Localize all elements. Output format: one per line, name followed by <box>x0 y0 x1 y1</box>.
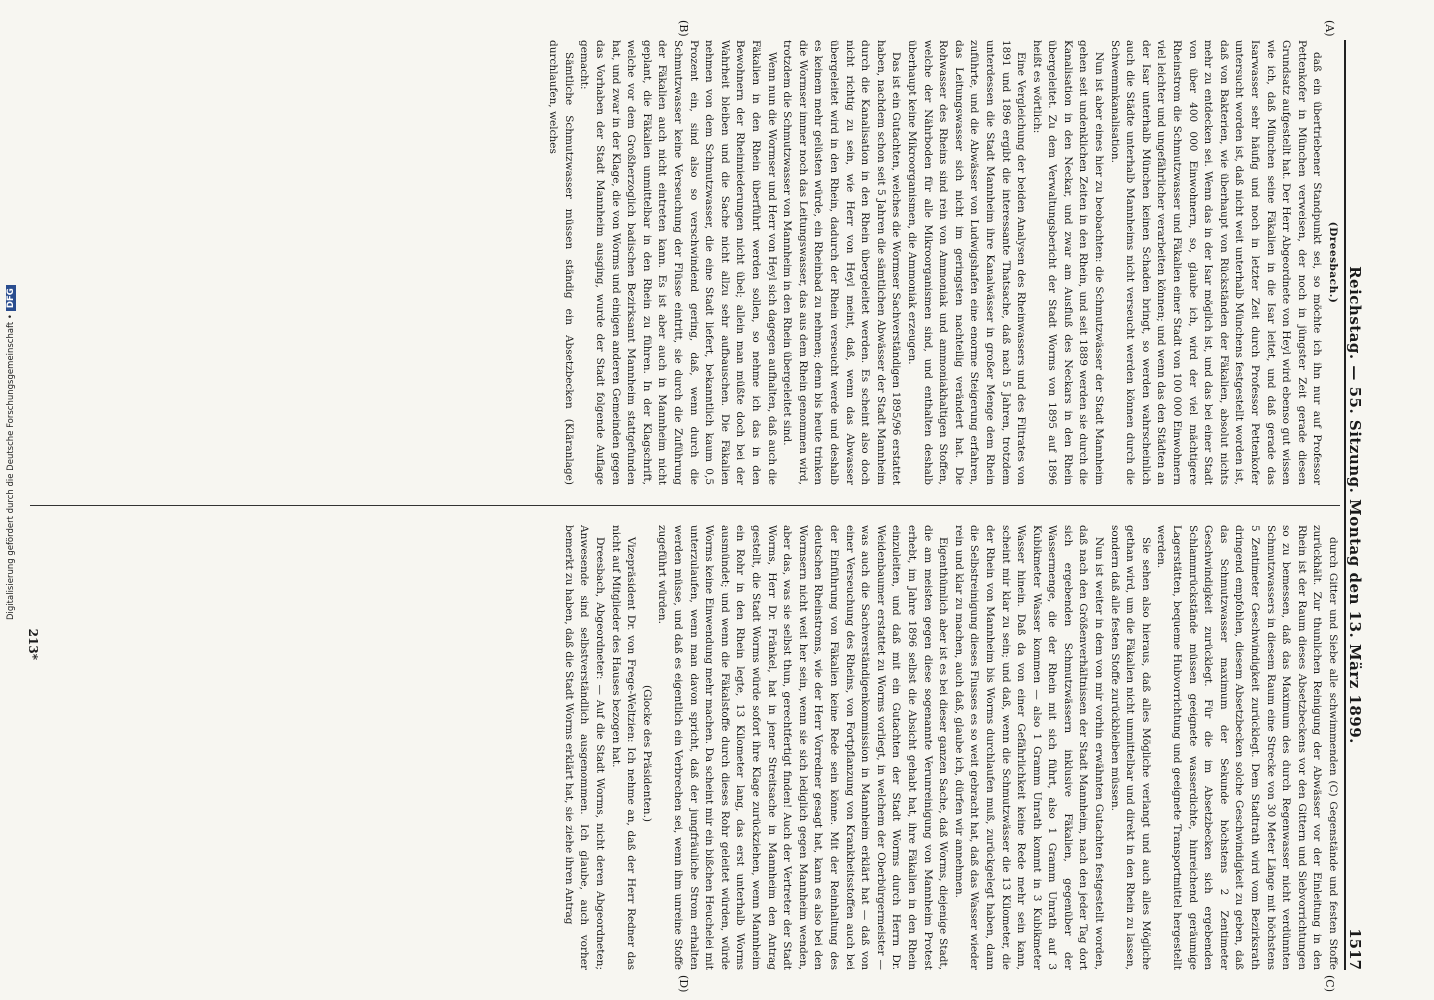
marker-c: (C) <box>1323 975 1336 992</box>
paragraph: Vizepräsident Dr. von Frege-Weltzien: Ich nehme an, daß der Herr Redner das nicht auf Mitglieder des Hauses bezogen hat. <box>609 525 638 970</box>
column-divider <box>30 505 1340 506</box>
paragraph: daß ein übertriebener Standpunkt sei, so möchte ich ihn nur auf Professor Pettenkofer in München verweisen, der noch in jüngster Zeit gerade diesen Grundsatz aufgestellt hat. Der Herr Abgeordnete von Heyl wird ebenso gut wissen wie ich, daß München seine Fäkalien in die Isar leitet, und daß gerade das Isarwasser sehr häufig und noch in letzter Zeit durch Professor Pettenkofer untersucht worden ist, daß nicht weit unterhalb Münchens festgestellt worden ist, daß von Bakterien, wie überhaupt von Rückständen der Fäkalien, absolut nichts mehr zu entdecken sei. Wenn das in der Isar möglich ist, und das bei einer Stadt von über 400 000 Einwohnern, so, glaube ich, wird der viel mächtigere Rheinstrom die Schmutzwasser und Fäkalien einer Stadt von 100 000 Einwohnern viel leichter und ungefährlicher verarbeiten können; und wenn das den Städten an der Isar unterhalb München keinen Schaden bringt, so werden wahrscheinlich auch die Städte unterhalb Mannheims nicht verseucht werden können durch die Schwemmkanalisation. <box>1108 40 1324 485</box>
quote-paragraph: Eine Vergleichung der beiden Analysen des Rheinwassers und des Filtrates von 1891 und 1896 ergibt die interessante Thatsache, daß nach 5 Jahren, trotzdem unterdessen die Stadt Mannheim ihre Kanalwässer in großer Menge dem Rhein zuführte, und die Abwässer von Ludwigshafen eine enorme Steigerung erfahren, das Leitungswasser sich nicht im geringsten nachteilig verändert hat. Die Rohwasser des Rheins sind rein von Ammoniak und ammoniakhaltigen Stoffen, welche der Nährboden für alle Mikroorganismen sind, und enthalten deshalb überhaupt keine Mikroorganismen, die Ammoniak erzeugen. <box>905 40 1028 485</box>
paragraph: Das ist ein Gutachten, welches die Wormser Sachverständigen 1895/96 erstattet haben, nachdem schon seit 5 Jahren die sämtlichen Abwässer der Stadt Mannheim durch die Kanalisation in den Rhein übergeleitet werden. Es scheint also doch nicht richtig zu sein, wie Herr von Heyl meint, daß, wenn das Abwasser übergeleitet wird in den Rhein, dadurch der Rhein verseucht werde und deshalb es keinem mehr gelüsten würde, ein Rheinbad zu nehmen; denn bis heute trinken die Wormser immer noch das Leitungswasser, das aus dem Rhein genommen wird, trotzdem die Schmutzwasser von Mannheim in den Rhein übergeleitet sind. <box>781 40 903 485</box>
signature-mark: 213* <box>26 628 40 660</box>
header-title: Reichstag. — 55. Sitzung. Montag den 13. März 1899. <box>1346 266 1364 744</box>
marker-d: (D) <box>677 975 690 993</box>
paragraph: Dreesbach, Abgeordneter: — Auf die Stadt Worms, nicht deren Abgeordneten; Anwesende sind selbstverständlich ausgenommen. Ich glaube, auch vorher bemerkt zu haben, daß die Stadt Worms erklärt hat, sie ziehe ihren Antrag <box>562 525 607 970</box>
paragraph: Sie sehen also hieraus, daß alles Mögliche verlangt und auch alles Mögliche gethan wird, um die Fäkalien nicht unmittelbar und direkt in den Rhein zu lassen, sondern daß alle festen Stoffe zurückbleiben müssen. <box>1108 525 1152 970</box>
header-page-number: 1517 <box>1346 928 1364 970</box>
marker-a: (A) <box>1323 20 1336 37</box>
watermark-text: Digitalisierung gefördert durch die Deutsche Forschungsgemeinschaft • <box>6 314 16 620</box>
right-column <box>560 525 1340 970</box>
paragraph: Wenn nun die Wormser und Herr von Heyl sich dagegen aufhalten, daß auch die Fäkalien in den Rhein überführt werden sollen, so nehme ich das in den Bewohnern der Rheinniederungen nicht übel; allein man müßte doch bei der Wahrheit bleiben und die Sache nicht allzu sehr aufbauschen. Die Fäkalien nehmen von dem Schmutzwasser, die eine Stadt liefert, bekanntlich kaum 0,5 Prozent ein, sind also so verschwindend gering, daß, wenn durch die Schmutzwasser keine Verseuchung der Flüsse eintritt, sie durch die Zuführung der Fäkalien auch nicht eintreten kann. Es ist aber auch in Mannheim nicht geplant, die Fäkalien unmittelbar in den Rhein zu führen. In der Klagschrift, welche vor dem Großherzoglich badischen Bezirksamt Mannheim stattgefunden hat, und zwar in der Klage, die von Worms und einigen anderen Gemeinden gegen das Vorhaben der Stadt Mannheim ausging, wurde der Stadt folgende Auflage gemacht: <box>578 40 778 485</box>
speaker-heading: (Dreesbach.) <box>1327 221 1339 304</box>
dfg-logo: DFG <box>6 285 16 311</box>
left-column <box>545 40 1340 485</box>
stage-direction: (Glocke des Präsidenten.) <box>640 684 653 823</box>
marker-b: (B) <box>677 20 690 37</box>
digitization-watermark <box>6 285 16 620</box>
quote-paragraph: Sämtliche Schmutzwasser müssen ständig ein Absetzbecken (Kläranlage) durchlaufen, welches <box>547 40 575 485</box>
quote-paragraph: durch Gitter und Siebe alle schwimmenden (C) Gegenstände und festen Stoffe zurückhält. Zur thunlichen Reinigung der Abwässer vor der Einleitung in den Rhein ist der Raum dieses Absetzbeckens vor den Gittern und Siebvorrichtungen so zu bemessen, daß das Maximum des durch Regenwasser nicht verdünnten Schmutzwassers in diesem Raum eine Strecke von 30 Meter Länge mit höchstens 5 Zentimeter Geschwindigkeit zurücklegt. Dem Stadtrath wird vom Bezirksrath dringend empfohlen, diesem Absetzbecken solche Geschwindigkeit zu geben, daß das Schmutzwasser maximum der Sekunde höchstens 2 Zentimeter Geschwindigkeit zurücklegt. Für die im Absetzbecken sich ergebenden Schlammrückstände müssen geeignete wasserdichte, hinreichend geräumige Lagerstätten, bequeme Hubvorrichtung und geeignete Transportmittel hergestellt werden. <box>1155 525 1339 970</box>
paragraph: Nun ist aber eines hier zu beobachten: die Schmutzwässer der Stadt Mannheim gehen seit undenklichen Zeiten in den Rhein, und seit 1889 werden sie durch die Kanalisation in den Neckar, und zwar am Ausfluß des Neckars in den Rhein übergeleitet. Zu dem Verwaltungsbericht der Stadt Worms von 1895 auf 1896 heißt es wörtlich: <box>1030 40 1106 485</box>
paragraph: Eigenthümlich aber ist es bei dieser ganzen Sache, daß Worms, diejenige Stadt, die am meisten gegen diese sogenannte Verunreinigung von Mannheim Protest erhebt, im Jahre 1896 selbst die Absicht gehabt hat, ihre Fäkalien in den Rhein einzuleiten, und daß mit ein Gutachten der Stadt Worms durch Herrn Dr. Weidenbaumer erstattet zu Worms vorliegt, in welchem der Oberbürgermeister — was auch die Sachverständigenkommission in Mannheim erklärt hat — daß von einer Verseuchung des Rheins, von Fortpflanzung von Krankheitsstoffen auch bei der Einführung von Fäkalien keine Rede sein könne. Mit der Reinhaltung des deutschen Rheinstroms, wie der Herr Vorredner gesagt hat, kann es also bei den Wormsern nicht weit her sein, wenn sie sich lediglich gegen Mannheim wenden, aber das, was sie selbst thun, gerechtfertigt finden! Auch der Vertreter der Stadt Worms, Herr Dr. Fränkel, hat in jener Streitsache in Mannheim den Antrag gestellt, die Stadt Worms würde sofort ihre Klage zurückziehen, wenn Mannheim ein Rohr in den Rhein legte, 13 Kilometer lang, das erst unterhalb Worms ausmündet; und wenn die Fäkalstoffe durch dieses Rohr geleitet würden, würde Worms keine Einwendung mehr machen. Da scheint mir ein bißchen Heuchelei mit unterzulaufen, wenn man davon spricht, daß der jungfräuliche Strom erhalten werden müsse, und daß es eigentlich ein Verbrechen sei, wenn ihm unreine Stoffe zugeführt würden. <box>656 525 950 970</box>
paragraph: Nun ist weiter in dem von mir vorhin erwähnten Gutachten festgestellt worden, daß nach den Größenverhältnissen der Stadt Mannheim, nach den jeder Tag dort sich ergebenden Schmutzwässern inklusive Fäkalien, gegenüber der Wassermenge, die der Rhein mit sich führt, also 1 Gramm Unrath auf 3 Kubikmeter Wasser kommen — also 1 Gramm Unrath kommt in 3 Kubikmeter Wasser hinein. Daß da von einer Gefährlichkeit keine Rede mehr sein kann, scheint mir klar zu sein; und daß, wenn die Schmutzwässer die 13 Kilometer, die der Rhein von Mannheim bis Worms durchlaufen muß, zurückgelegt haben, dann die Selbstreinigung dieses Flusses es so weit gebracht hat, daß das Wasser wieder rein und klar zu machen, auch daß, glaube ich, dürfen wir annehmen. <box>952 525 1106 970</box>
page-header <box>1344 40 1370 970</box>
